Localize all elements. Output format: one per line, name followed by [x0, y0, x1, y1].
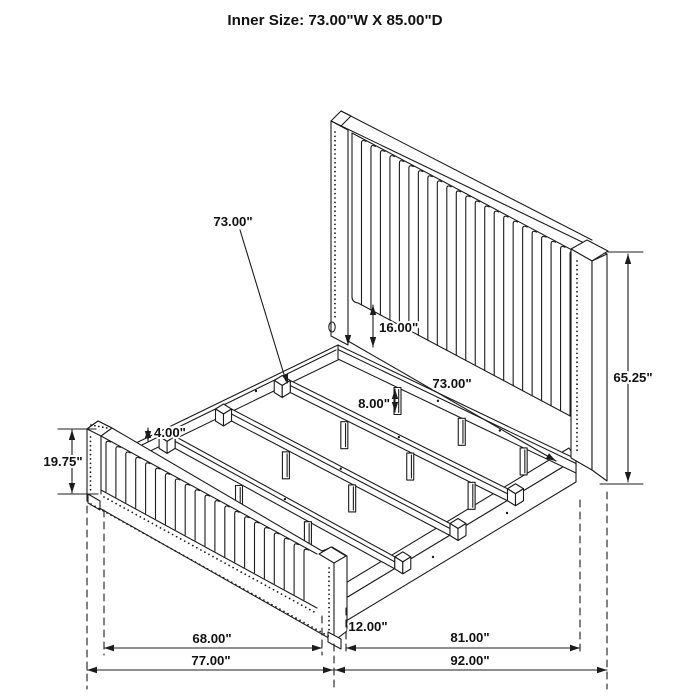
dim-label-footboard-depth: 12.00"	[348, 619, 388, 634]
dim-label-overall-depth: 92.00"	[450, 653, 490, 668]
page-title: Inner Size: 73.00"W X 85.00"D	[227, 12, 443, 29]
dim-label-footboard-height: 19.75"	[43, 454, 83, 469]
headboard-right-post	[571, 240, 608, 481]
dim-label-headboard-height: 65.25"	[613, 370, 653, 385]
dim-label-frame-inner-depth: 81.00"	[450, 630, 490, 645]
dim-label-side-rail-height: 4.00"	[154, 425, 186, 440]
dim-label-slat-width-pointer: 73.00"	[213, 214, 253, 229]
dim-label-clearance: 16.00"	[379, 320, 419, 335]
dim-label-slat-length: 73.00"	[432, 376, 472, 391]
dim-label-support-leg-height: 8.00"	[358, 396, 390, 411]
dim-label-footboard-inner-width: 68.00"	[192, 631, 232, 646]
dim-label-footboard-overall-width: 77.00"	[191, 653, 231, 668]
